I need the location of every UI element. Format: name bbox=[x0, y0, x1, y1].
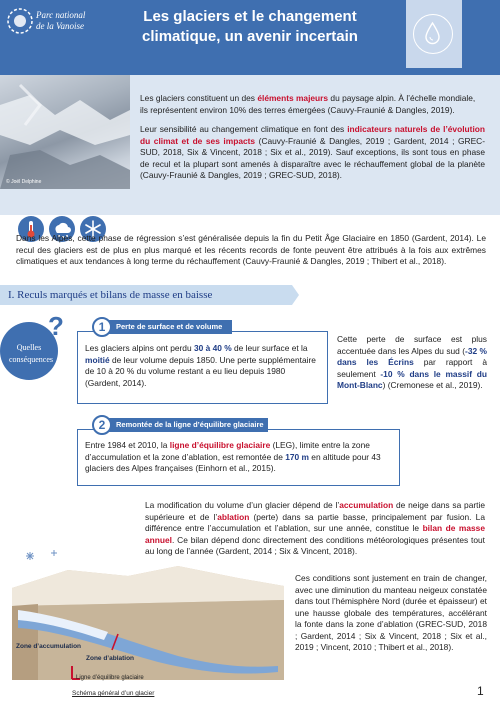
equilibrium-line-legend: Ligne d’équilibre glaciaire bbox=[76, 675, 144, 681]
section-title: I. Reculs marqués et bilans de masse en baisse bbox=[8, 289, 213, 301]
bubble-text-line1: Quelles bbox=[16, 343, 42, 352]
diagram-caption: Schéma général d’un glacier bbox=[72, 690, 155, 697]
fact-box-2-title: Remontée de la ligne d’équilibre glaciaire bbox=[116, 420, 264, 429]
surface-loss-paragraph: Cette perte de surface est plus accentuée dans les Alpes du sud (-32 % dans les Écrins par rapport à seulement -10 % dans le massif du Mont-Blanc) (Cremonese et al., 2019). bbox=[337, 334, 488, 390]
fact-box-2-number: 2 bbox=[92, 415, 112, 435]
photo-credit: © Joël Delphine bbox=[6, 179, 42, 185]
page-title-line2: climatique, un avenir incertain bbox=[142, 28, 358, 45]
intro-paragraph-2: Leur sensibilité au changement climatique en font des indicateurs naturels de l’évolution du climat et de ses impacts (Cauvy-Fraunié & Dangles, 2019 ; Gardent, 2014 ; GREC-SUD, 2018, Six & Vincent, 2018 ; Six et al., 2019). Sauf exceptions, ils sont tous en phase de recul et la plupart sont amenés à disparaître avec le réchauffement global de la planète (Cauvy-Fraunié & Dangles, 2019 ; GREC-SUD, 2018). bbox=[140, 124, 485, 180]
water-drop-icon bbox=[413, 14, 453, 54]
alps-paragraph: Dans les Alpes, cette phase de régression s’est généralisée depuis la fin du Petit Âge Glaciaire en 1850 (Gardent, 2014). Le recul des glaciers est de plus en plus marqué et les récents records de fonte peuvent être attribués à la fois aux extrêmes climatiques et aux tendances à long terme du réchauffement (Cauvy-Fraunié & Dangles, 2019 ; Thibert et al., 2018). bbox=[16, 233, 486, 266]
fact-box-2-text: Entre 1984 et 2010, la ligne d’équilibre glaciaire (LEG), limite entre la zone d’accumulation et la zone d’ablation, est remontée de 170 m en altitude pour 43 glaciers des Alpes françaises (Einhorn et al., 2015). bbox=[85, 440, 381, 473]
logo-text-line2: de la Vanoise bbox=[36, 21, 84, 31]
fact-box-1-number: 1 bbox=[92, 317, 112, 337]
zone-ablation-label: Zone d’ablation bbox=[86, 655, 135, 662]
fact-box-1-text: Les glaciers alpins ont perdu 30 à 40 % de leur surface et la moitié de leur volume depuis 1850. Une perte supplémentaire de 10 à 20 % du volume restant a eu lieu depuis 1980 (Gardent, 2014). bbox=[85, 343, 316, 388]
page-title-line1: Les glaciers et le changement bbox=[143, 8, 357, 25]
zone-accumulation-label: Zone d’accumulation bbox=[16, 643, 82, 650]
fact-box-1-title: Perte de surface et de volume bbox=[116, 322, 223, 331]
glacier-satellite-photo bbox=[0, 75, 130, 189]
section-header-arrow bbox=[292, 285, 299, 305]
mass-balance-paragraph: La modification du volume d’un glacier dépend de l’accumulation de neige dans sa partie supérieure et de l’ablation (perte) dans sa partie basse, principalement par fusion. La différence entre l’accumulation et l’ablation, sur une année, constitue le bilan de masse annuel. Ce bilan dépend donc directement des conditions météorologiques présentes tout au long de l’année (Gardent, 2014 ; Six & Vincent, 2018). bbox=[145, 500, 485, 556]
snowflake-icon bbox=[26, 550, 57, 560]
intro-paragraph-1: Les glaciers constituent un des éléments majeurs du paysage alpin. À l’échelle mondiale, ils représentent environ 10% des terres émergées (Cauvy-Fraunié & Dangles, 2019). bbox=[140, 93, 476, 115]
page-number: 1 bbox=[477, 684, 484, 698]
conditions-paragraph: Ces conditions sont justement en train de changer, avec une diminution du manteau neigeux constatée dans tout l’hémisphère Nord (durée et épaisseur) et une hausse globale des températures, accélérant la fonte dans la zone d’ablation (GREC-SUD, 2018 ; Gardent, 2014 ; Six & Vincent, 2018 ; Six et al., 2019 ; Vincent, 2010 ; Thibert et al., 2018). bbox=[295, 573, 487, 652]
glacier-diagram bbox=[8, 548, 290, 698]
bubble-text-line2: conséquences bbox=[9, 355, 53, 364]
question-mark-icon: ? bbox=[48, 311, 64, 341]
logo-text-line1: Parc national bbox=[36, 10, 86, 20]
